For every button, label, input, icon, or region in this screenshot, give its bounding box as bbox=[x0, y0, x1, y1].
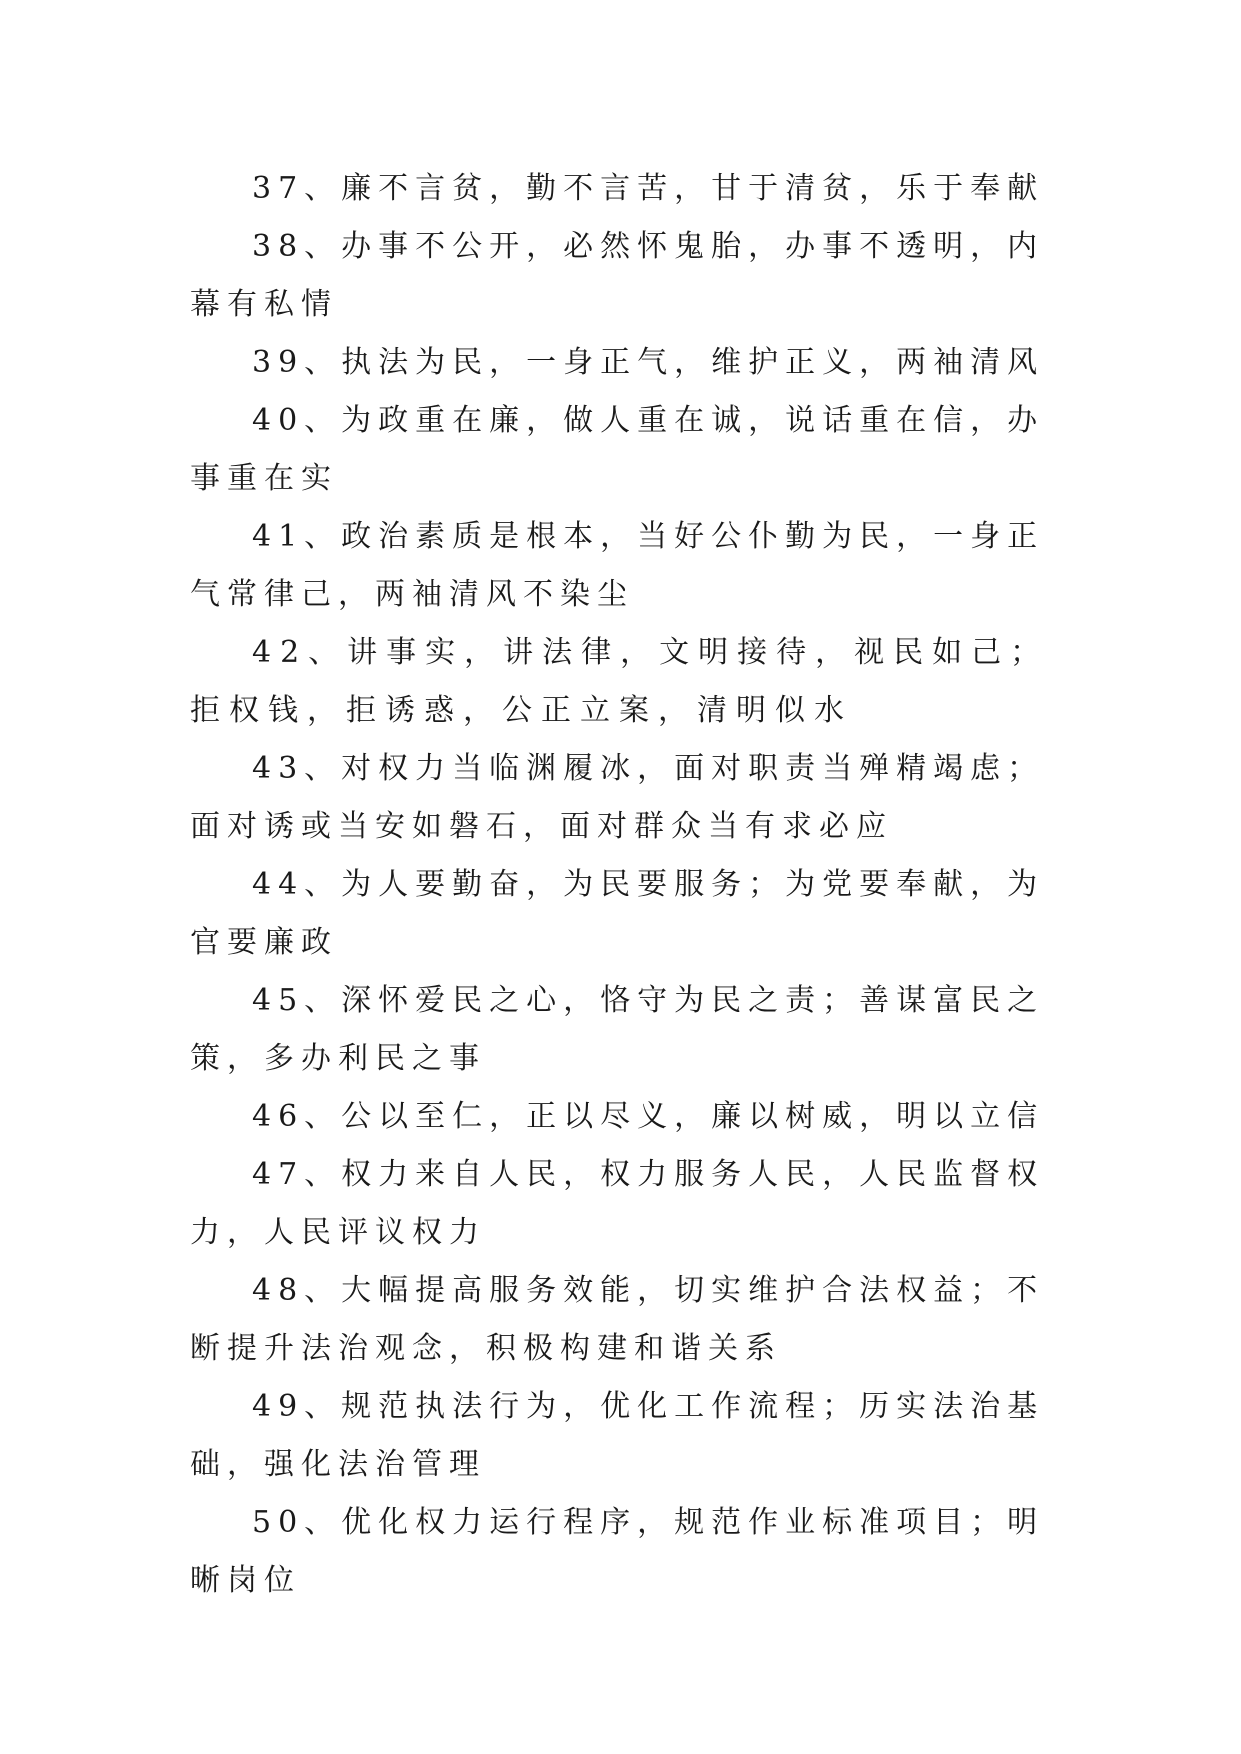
paragraph-37: 37、廉不言贫，勤不言苦，甘于清贫，乐于奉献 bbox=[252, 171, 1045, 206]
paragraph-40: 40、为政重在廉，做人重在诚，说话重在信，办事重在实 bbox=[190, 403, 1045, 496]
paragraph-47: 47、权力来自人民，权力服务人民，人民监督权力，人民评议权力 bbox=[190, 1157, 1045, 1250]
paragraph-38: 38、办事不公开，必然怀鬼胎，办事不透明，内幕有私情 bbox=[190, 229, 1045, 322]
paragraph-39: 39、执法为民，一身正气，维护正义，两袖清风 bbox=[252, 345, 1045, 380]
paragraph-44: 44、为人要勤奋，为民要服务；为党要奉献，为官要廉政 bbox=[190, 867, 1045, 960]
document-body bbox=[190, 160, 1050, 1610]
paragraph-48: 48、大幅提高服务效能，切实维护合法权益；不断提升法治观念，积极构建和谐关系 bbox=[190, 1273, 1045, 1366]
paragraph-46: 46、公以至仁，正以尽义，廉以树威，明以立信 bbox=[252, 1099, 1045, 1134]
paragraph-45: 45、深怀爱民之心，恪守为民之责；善谋富民之策，多办利民之事 bbox=[190, 983, 1045, 1076]
paragraph-49: 49、规范执法行为，优化工作流程；历实法治基础，强化法治管理 bbox=[190, 1389, 1045, 1482]
paragraph-41: 41、政治素质是根本，当好公仆勤为民，一身正气常律己，两袖清风不染尘 bbox=[190, 519, 1045, 612]
paragraph-50: 50、优化权力运行程序，规范作业标准项目；明晰岗位 bbox=[190, 1505, 1045, 1598]
paragraph-42: 42、讲事实，讲法律，文明接待，视民如己；拒权钱，拒诱惑，公正立案，清明似水 bbox=[190, 635, 1050, 728]
paragraph-43: 43、对权力当临渊履冰，面对职责当殚精竭虑；面对诱或当安如磐石，面对群众当有求必应 bbox=[190, 751, 1045, 844]
